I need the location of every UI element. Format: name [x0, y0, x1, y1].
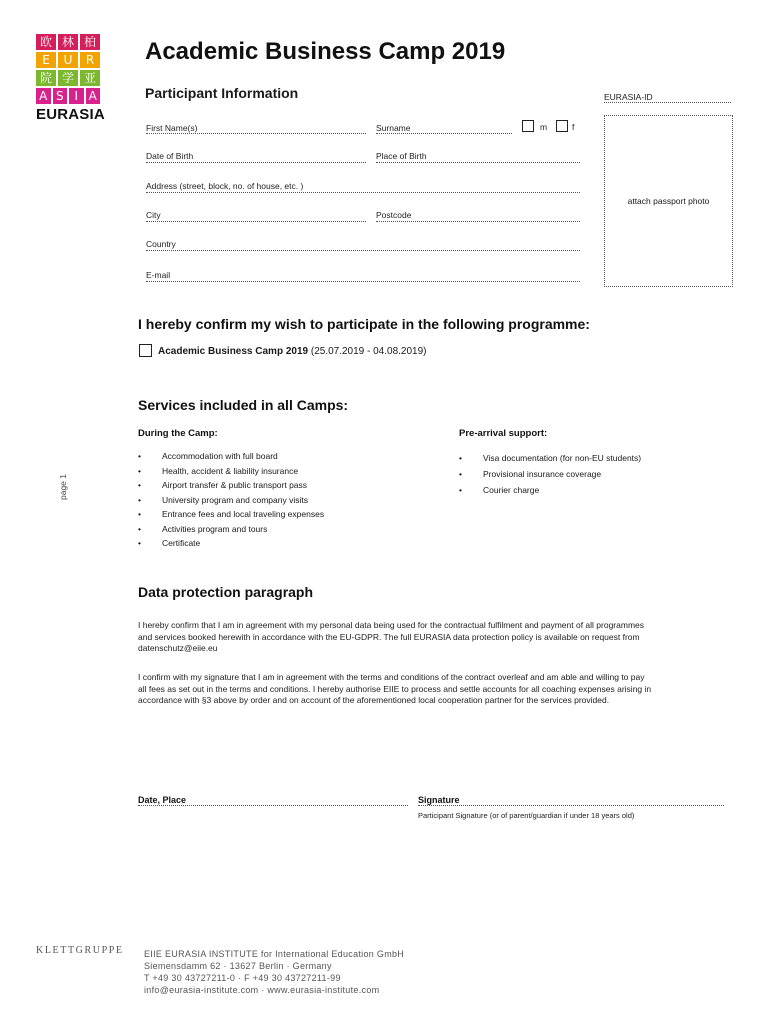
country-field[interactable] — [146, 250, 580, 251]
passport-photo-box[interactable] — [604, 115, 733, 287]
footer-company: EIIE EURASIA INSTITUTE for International Education GmbH — [144, 949, 405, 959]
list-item: • Courier charge — [459, 482, 641, 498]
page-number: page 1 — [58, 474, 68, 500]
list-item: • Provisional insurance coverage — [459, 466, 641, 482]
surname-field[interactable] — [376, 133, 512, 134]
postcode-label: Postcode — [376, 210, 412, 220]
eurasia-id-field[interactable] — [604, 102, 731, 103]
authorisation-paragraph: I confirm with my signature that I am in agreement with the terms and conditions of the contract overleaf and am able and willing to pay all fees as set out in the terms and conditions. I hereby authorise EIIE to process and settle accounts for all coaching expenses arising in accordance with §3 above by order and on account of the aforementioned local cooperation partner for the services provided. — [138, 672, 652, 705]
surname-label: Surname — [376, 123, 411, 133]
address-field[interactable] — [146, 192, 580, 193]
gender-m-label: m — [540, 122, 548, 132]
dob-label: Date of Birth — [146, 151, 194, 161]
date-place-label: Date, Place — [138, 795, 187, 805]
logo-cell: 欧 — [36, 34, 56, 50]
programme-dates: (25.07.2019 - 04.08.2019) — [310, 346, 427, 357]
services-heading: Services included in all Camps: — [138, 397, 349, 413]
logo-mark — [36, 34, 104, 104]
logo-row — [36, 52, 104, 68]
first-name-label: First Name(s) — [146, 123, 198, 133]
pob-field[interactable] — [376, 162, 580, 163]
pre-arrival-heading: Pre-arrival support: — [459, 428, 548, 439]
signature-note: Participant Signature (or of parent/guardian if under 18 years old) — [418, 811, 635, 820]
logo-cell: 柏 — [80, 34, 100, 50]
during-camp-heading: During the Camp: — [138, 428, 218, 439]
logo-cell: E — [36, 52, 56, 68]
logo-row — [36, 70, 104, 86]
confirm-heading: I hereby confirm my wish to participate in the following programme: — [138, 316, 590, 332]
programme-name: Academic Business Camp 2019 — [158, 346, 309, 357]
city-label: City — [146, 210, 161, 220]
during-camp-list — [138, 449, 324, 551]
email-label: E-mail — [146, 270, 171, 280]
list-item: • Health, accident & liability insurance — [138, 464, 324, 479]
country-label: Country — [146, 239, 176, 249]
logo-cell: U — [58, 52, 78, 68]
logo-cell: R — [80, 52, 100, 68]
pre-arrival-list — [459, 450, 641, 498]
gender-f-label: f — [572, 122, 575, 132]
footer-address — [144, 948, 404, 996]
footer-street: Siemensdamm 62 · 13627 Berlin · Germany — [144, 961, 332, 971]
address-label: Address (street, block, no. of house, etc. ) — [146, 181, 304, 191]
data-protection-heading: Data protection paragraph — [138, 584, 314, 600]
list-item: • University program and company visits — [138, 493, 324, 508]
eurasia-logo — [36, 34, 104, 123]
list-item: • Entrance fees and local traveling expenses — [138, 507, 324, 522]
logo-cell: I — [69, 88, 84, 104]
logo-cell: A — [86, 88, 101, 104]
logo-cell: 学 — [58, 70, 78, 86]
list-item: • Visa documentation (for non-EU students) — [459, 450, 641, 466]
list-item: • Airport transfer & public transport pass — [138, 478, 324, 493]
logo-cell: 院 — [36, 70, 56, 86]
list-item: • Activities program and tours — [138, 522, 324, 537]
list-item: • Accommodation with full board — [138, 449, 324, 464]
data-protection-paragraph: I hereby confirm that I am in agreement with my personal data being used for the contractual fulfilment and payment of all programmes and services booked herewith in accordance with the EU-GDPR. The full EURASIA data protection policy is available on request from datenschutz@eiie.eu — [138, 620, 645, 653]
city-field[interactable] — [146, 221, 366, 222]
email-field[interactable] — [146, 281, 580, 282]
footer-phone: T +49 30 43727211-0 · F +49 30 43727211-99 — [144, 973, 341, 983]
date-place-field[interactable] — [138, 805, 408, 806]
klett-gruppe-logo: KLETTGRUPPE — [36, 945, 124, 956]
programme-option — [158, 346, 427, 357]
footer-contact: info@eurasia-institute.com · www.eurasia-institute.com — [144, 985, 380, 995]
gender-m-checkbox[interactable] — [522, 120, 534, 132]
pob-label: Place of Birth — [376, 151, 427, 161]
list-item: • Certificate — [138, 536, 324, 551]
eurasia-id-label: EURASIA-ID — [604, 92, 653, 102]
programme-checkbox[interactable] — [139, 344, 152, 357]
passport-photo-label: attach passport photo — [627, 196, 710, 206]
first-name-field[interactable] — [146, 133, 366, 134]
logo-cell: 亚 — [80, 70, 100, 86]
gender-f-checkbox[interactable] — [556, 120, 568, 132]
signature-field[interactable] — [418, 805, 724, 806]
participant-heading: Participant Information — [145, 85, 299, 101]
page-title: Academic Business Camp 2019 — [145, 38, 506, 65]
logo-cell: 林 — [58, 34, 78, 50]
postcode-field[interactable] — [376, 221, 580, 222]
dob-field[interactable] — [146, 162, 366, 163]
logo-wordmark: EURASIA — [36, 106, 105, 123]
logo-row — [36, 88, 104, 104]
logo-cell: A — [36, 88, 51, 104]
signature-label: Signature — [418, 795, 460, 805]
logo-cell: S — [53, 88, 68, 104]
logo-row — [36, 34, 104, 50]
